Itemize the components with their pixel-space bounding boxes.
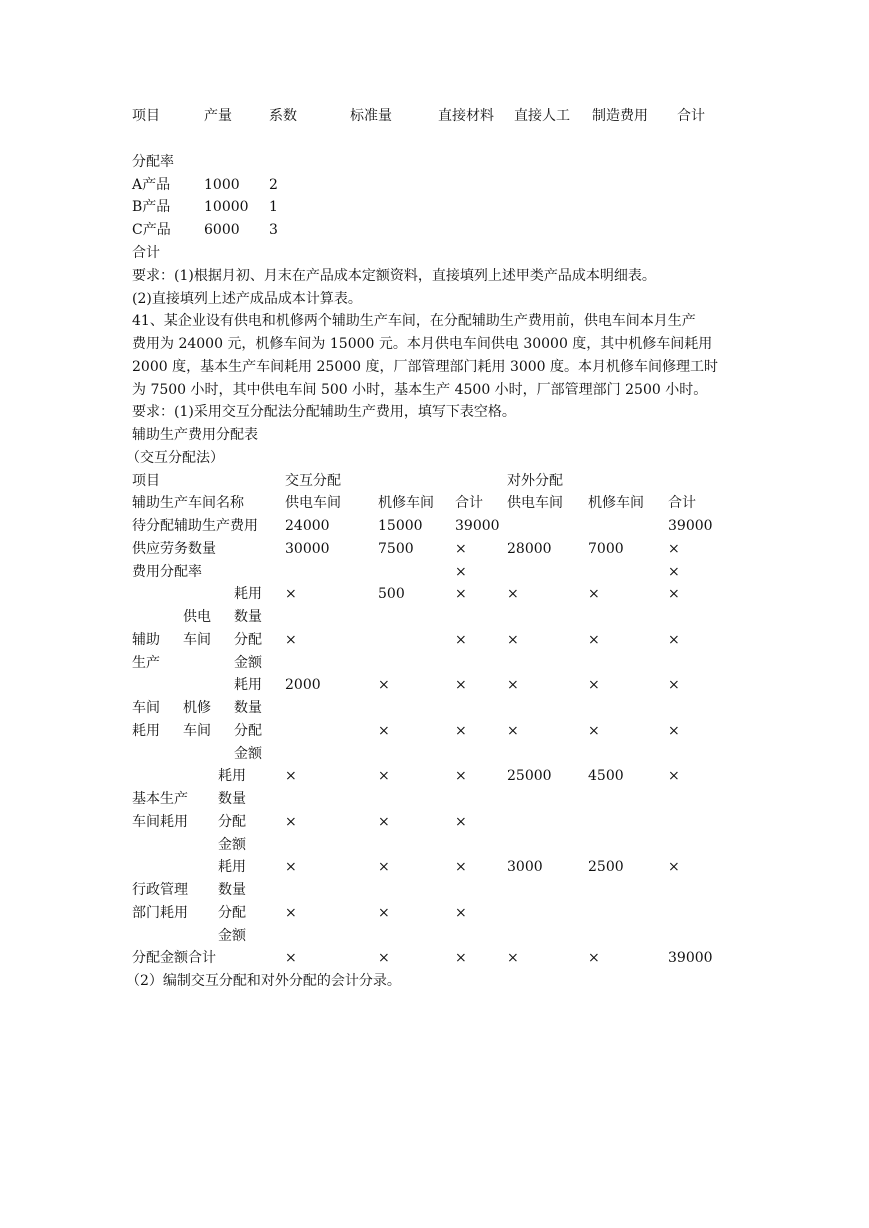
table-title: 辅助生产费用分配表 — [132, 427, 258, 443]
admin-amt-label-a: 分配 — [218, 905, 246, 921]
admin-qty-power-ext: 3000 — [507, 859, 543, 875]
supply-repair-external: 7000 — [588, 541, 624, 557]
requirement-2: (2)直接填列上述产成品成本计算表。 — [132, 291, 362, 307]
basic-amt-total: × — [455, 814, 467, 830]
header-project: 项目 — [132, 473, 160, 489]
supply-repair: 7500 — [378, 541, 414, 557]
basic-use-label-b: 数量 — [218, 791, 246, 807]
admin-qty-total: × — [455, 859, 467, 875]
repair-amt-power-ext: × — [507, 723, 519, 739]
power-workshop-label-b: 车间 — [183, 632, 211, 648]
row-b-name: B产品 — [132, 199, 171, 215]
power-qty-repair-ext: × — [588, 586, 600, 602]
q41-line-5: 要求：(1)采用交互分配法分配辅助生产费用，填写下表空格。 — [132, 404, 516, 420]
power-use-label-b: 数量 — [234, 609, 262, 625]
rate-row-label: 分配率 — [132, 154, 174, 170]
supply-power-external: 28000 — [507, 541, 552, 557]
admin-qty-repair: × — [378, 859, 390, 875]
power-workshop-label-a: 供电 — [183, 609, 211, 625]
repair-qty-repair-ext: × — [588, 677, 600, 693]
repair-amt-total-ext: × — [668, 723, 680, 739]
power-amt-total-ext: × — [668, 632, 680, 648]
admin-qty-total-ext: × — [668, 859, 680, 875]
pending-total: 39000 — [455, 518, 500, 534]
repair-use-label-b: 数量 — [234, 700, 262, 716]
header-workshop-name: 辅助生产车间名称 — [132, 495, 244, 511]
admin-amt-total: × — [455, 905, 467, 921]
admin-use-label-b: 数量 — [218, 882, 246, 898]
power-amt-label-b: 金额 — [234, 655, 262, 671]
repair-qty-total-ext: × — [668, 677, 680, 693]
header-output: 产量 — [204, 108, 232, 124]
repair-amt-repair-ext: × — [588, 723, 600, 739]
admin-label-a: 行政管理 — [132, 882, 188, 898]
basic-qty-total-ext: × — [668, 768, 680, 784]
admin-amt-label-b: 金额 — [218, 928, 246, 944]
q41-line-3: 2000 度，基本生产车间耗用 25000 度，厂部管理部门耗用 3000 度。本月机修车间修理工时 — [132, 359, 719, 375]
requirement-q41-2: （2）编制交互分配和对外分配的会计分录。 — [126, 973, 401, 989]
row-c-output: 6000 — [204, 222, 240, 238]
power-amt-total: × — [455, 632, 467, 648]
repair-qty-repair: × — [378, 677, 390, 693]
total-power-ext: × — [507, 950, 519, 966]
header-material: 直接材料 — [438, 108, 494, 124]
requirement-1: 要求：(1)根据月初、月末在产品成本定额资料，直接填列上述甲类产品成本明细表。 — [132, 268, 656, 284]
aux-label-d: 耗用 — [132, 723, 160, 739]
total-repair-ext: × — [588, 950, 600, 966]
total-repair: × — [378, 950, 390, 966]
row-b-output: 10000 — [204, 199, 249, 215]
power-qty-total: × — [455, 586, 467, 602]
repair-amt-label-b: 金额 — [234, 746, 262, 762]
q41-line-4: 为 7500 小时，其中供电车间 500 小时，基本生产 4500 小时，厂部管理部门 2500 小时。 — [132, 382, 708, 398]
pending-power: 24000 — [285, 518, 330, 534]
admin-use-label-a: 耗用 — [218, 859, 246, 875]
row-a-output: 1000 — [204, 177, 240, 193]
row-a-coef: 2 — [269, 177, 278, 193]
row-pending-label: 待分配辅助生产费用 — [132, 518, 258, 534]
admin-qty-repair-ext: 2500 — [588, 859, 624, 875]
rate-total: × — [455, 564, 467, 580]
total-row-label: 合计 — [132, 245, 160, 261]
q41-line-2: 费用为 24000 元，机修车间为 15000 元。本月供电车间供电 30000 度，其中机修车间耗用 — [132, 336, 713, 352]
supply-total-external: × — [668, 541, 680, 557]
power-qty-total-ext: × — [668, 586, 680, 602]
row-a-name: A产品 — [132, 177, 171, 193]
admin-label-b: 部门耗用 — [132, 905, 188, 921]
supply-power: 30000 — [285, 541, 330, 557]
table-method: （交互分配法） — [126, 450, 224, 466]
basic-qty-repair: × — [378, 768, 390, 784]
row-c-name: C产品 — [132, 222, 171, 238]
basic-qty-power: × — [285, 768, 297, 784]
total-total: × — [455, 950, 467, 966]
col-repair: 机修车间 — [378, 495, 434, 511]
col-power-external: 供电车间 — [507, 495, 563, 511]
pending-repair: 15000 — [378, 518, 423, 534]
header-total: 合计 — [677, 108, 705, 124]
admin-amt-power: × — [285, 905, 297, 921]
header-standard: 标准量 — [350, 108, 392, 124]
header-mutual-allocation: 交互分配 — [285, 473, 341, 489]
repair-amt-total: × — [455, 723, 467, 739]
repair-qty-power-ext: × — [507, 677, 519, 693]
col-total-external: 合计 — [668, 495, 696, 511]
aux-label-c: 车间 — [132, 700, 160, 716]
basic-amt-repair: × — [378, 814, 390, 830]
supply-total: × — [455, 541, 467, 557]
col-total: 合计 — [455, 495, 483, 511]
row-rate-label: 费用分配率 — [132, 564, 202, 580]
basic-qty-total: × — [455, 768, 467, 784]
pending-total-external: 39000 — [668, 518, 713, 534]
row-c-coef: 3 — [269, 222, 278, 238]
repair-use-label-a: 耗用 — [234, 677, 262, 693]
header-external-allocation: 对外分配 — [507, 473, 563, 489]
admin-qty-power: × — [285, 859, 297, 875]
admin-amt-repair: × — [378, 905, 390, 921]
q41-line-1: 41、某企业设有供电和机修两个辅助生产车间，在分配辅助生产费用前，供电车间本月生产 — [132, 313, 696, 329]
repair-amt-repair: × — [378, 723, 390, 739]
header-labor: 直接人工 — [514, 108, 570, 124]
total-total-ext: 39000 — [668, 950, 713, 966]
power-qty-power: × — [285, 586, 297, 602]
power-amt-power: × — [285, 632, 297, 648]
repair-amt-label-a: 分配 — [234, 723, 262, 739]
power-amt-power-ext: × — [507, 632, 519, 648]
basic-amt-label-a: 分配 — [218, 814, 246, 830]
basic-amt-power: × — [285, 814, 297, 830]
repair-workshop-label-b: 车间 — [183, 723, 211, 739]
repair-qty-total: × — [455, 677, 467, 693]
row-b-coef: 1 — [269, 199, 278, 215]
header-item: 项目 — [132, 108, 160, 124]
row-total-label: 分配金额合计 — [132, 950, 216, 966]
power-qty-repair: 500 — [378, 586, 405, 602]
aux-label-b: 生产 — [132, 655, 160, 671]
basic-use-label-a: 耗用 — [218, 768, 246, 784]
header-overhead: 制造费用 — [592, 108, 648, 124]
basic-label-a: 基本生产 — [132, 791, 188, 807]
total-power: × — [285, 950, 297, 966]
power-amt-label-a: 分配 — [234, 632, 262, 648]
power-use-label-a: 耗用 — [234, 586, 262, 602]
row-supply-label: 供应劳务数量 — [132, 541, 216, 557]
basic-label-b: 车间耗用 — [132, 814, 188, 830]
basic-amt-label-b: 金额 — [218, 837, 246, 853]
aux-label-a: 辅助 — [132, 632, 160, 648]
repair-workshop-label-a: 机修 — [183, 700, 211, 716]
rate-total-external: × — [668, 564, 680, 580]
header-coefficient: 系数 — [269, 108, 297, 124]
repair-qty-power: 2000 — [285, 677, 321, 693]
col-repair-external: 机修车间 — [588, 495, 644, 511]
power-amt-repair-ext: × — [588, 632, 600, 648]
basic-qty-power-ext: 25000 — [507, 768, 552, 784]
col-power: 供电车间 — [285, 495, 341, 511]
basic-qty-repair-ext: 4500 — [588, 768, 624, 784]
power-qty-power-ext: × — [507, 586, 519, 602]
